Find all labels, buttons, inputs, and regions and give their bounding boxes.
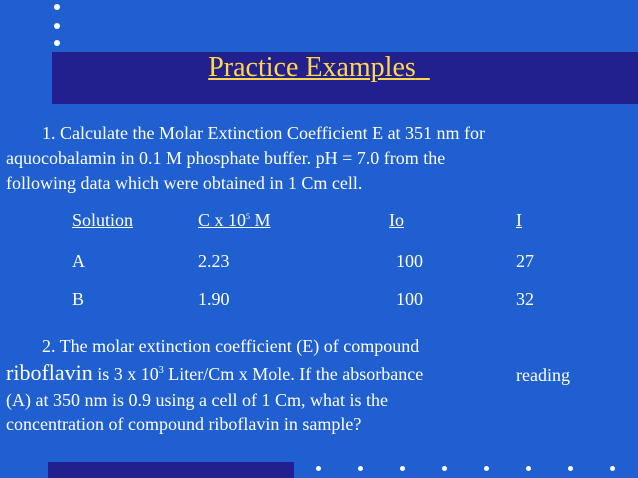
slide-title-label: Practice Examples — [208, 52, 416, 83]
conc-exponent: 5 — [246, 212, 251, 221]
decorative-dots-horizontal — [316, 466, 638, 472]
table-header-concentration — [198, 209, 271, 231]
dot-icon — [358, 466, 363, 471]
table-cell-i: 27 — [516, 251, 534, 271]
table-cell-io: 100 — [396, 251, 423, 271]
q1-line-1: 1. Calculate the Molar Extinction Coefficient E at 351 nm for — [42, 123, 486, 143]
q2-line-4: concentration of compound riboflavin in sample? — [6, 414, 362, 434]
dot-icon — [316, 466, 321, 471]
q2-highlight-word: riboflavin — [6, 360, 93, 385]
q2-exponent: 3 — [158, 365, 164, 376]
q2-units: Liter/Cm x Mole. If the absorbance — [163, 364, 424, 384]
table-header-solution: Solution — [72, 210, 134, 230]
dot-icon — [568, 466, 573, 471]
dot-icon — [442, 466, 447, 471]
dot-icon — [400, 466, 405, 471]
decorative-dots-vertical — [54, 4, 62, 48]
table-cell-concentration: 1.90 — [198, 289, 230, 309]
dot-icon — [54, 23, 60, 29]
dot-icon — [484, 466, 489, 471]
slide-title — [0, 53, 638, 83]
table-cell-i: 32 — [516, 289, 534, 309]
dot-icon — [526, 466, 531, 471]
q1-line-2: aquocobalamin in 0.1 M phosphate buffer. pH = 7.0 from the — [6, 148, 446, 168]
dot-icon — [610, 466, 615, 471]
q1-line-3: following data which were obtained in 1 Cm cell. — [6, 173, 363, 193]
table-cell-io: 100 — [396, 289, 423, 309]
dot-icon — [54, 40, 60, 46]
q2-value: is 3 x 10 — [92, 364, 159, 384]
table-header-i: I — [516, 210, 522, 230]
q2-line-2-end: reading — [516, 365, 570, 385]
q2-line-1: 2. The molar extinction coefficient (E) of compound — [42, 336, 420, 356]
table-cell-concentration: 2.23 — [198, 251, 230, 271]
slide-title-trailing-space — [416, 52, 430, 83]
table-cell-solution: A — [72, 251, 85, 271]
bottom-bar — [48, 462, 294, 478]
q2-line-2 — [6, 362, 423, 385]
table-cell-solution: B — [72, 289, 85, 309]
q2-line-3: (A) at 350 nm is 0.9 using a cell of 1 Cm, what is the — [6, 390, 388, 410]
conc-prefix: C x 10 — [198, 210, 247, 230]
table-header-io: Io — [389, 210, 404, 230]
dot-icon — [54, 4, 60, 10]
conc-unit: M — [250, 210, 271, 230]
slide-title-text — [208, 52, 430, 83]
